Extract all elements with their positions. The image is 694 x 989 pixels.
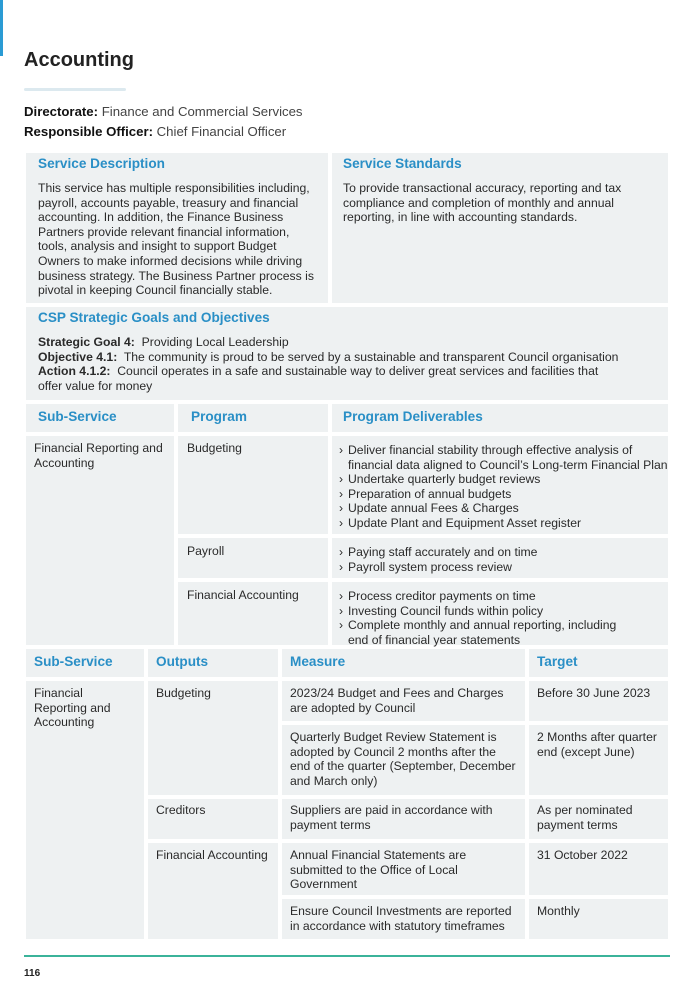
text-line: 2 Months after quarter [537, 730, 657, 744]
measure-text [290, 803, 493, 832]
text-line: As per nominated [537, 803, 633, 817]
text-line: accounting. In addition, the Finance Business [38, 210, 284, 225]
text-line: compliance and completion of monthly and annual [343, 195, 615, 210]
deliverable-item: › Deliver financial stability through effective analysis of financial data aligned to Council’s Long-term Financial Plan [339, 443, 668, 472]
deliverable-item: › Investing Council funds within policy [339, 604, 616, 619]
text-line: Quarterly Budget Review Statement is [290, 730, 497, 744]
outputs-header-measure [282, 649, 525, 677]
text-line: are adopted by Council [290, 700, 416, 715]
header-label: Outputs [156, 654, 209, 669]
measure-text [290, 848, 466, 892]
text-line: end (except June) [537, 744, 635, 759]
program-name: Budgeting [187, 441, 242, 455]
deliverable-item: › Update Plant and Equipment Asset register [339, 516, 668, 531]
goal-label: Strategic Goal 4: [38, 335, 135, 349]
objective-text: The community is proud to be served by a sustainable and transparent Council organisation [123, 349, 619, 364]
action-text-continued: offer value for money [38, 378, 153, 393]
footer-rule [24, 955, 670, 957]
deliverable-item: › Process creditor payments on time [339, 589, 616, 604]
outputs-header-target [529, 649, 668, 677]
text-line: Partners provide relevant financial information, [38, 224, 290, 239]
program-name: Payroll [187, 544, 225, 558]
target-text: Monthly [537, 904, 580, 918]
deliverables-cell-financial-accounting [332, 582, 668, 645]
csp-text [38, 335, 618, 393]
action-text: Council operates in a safe and sustainable way to deliver great services and facilities that [117, 364, 599, 379]
measure-text [290, 730, 516, 788]
text-line: Suppliers are paid in accordance with [290, 803, 493, 817]
program-cell-financial-accounting [178, 582, 328, 645]
service-description-box [26, 153, 328, 303]
target-text: 31 October 2022 [537, 848, 628, 862]
directorate-label: Directorate: [24, 104, 99, 119]
header-label: Program [191, 409, 247, 424]
accent-bar [0, 0, 3, 56]
goal-text: Providing Local Leadership [141, 335, 289, 349]
deliverable-item: › Paying staff accurately and on time [339, 545, 537, 560]
outputs-header-subservice [26, 649, 144, 677]
header-label: Program Deliverables [343, 409, 483, 424]
measure-cell [282, 681, 525, 721]
csp-heading: CSP Strategic Goals and Objectives [38, 310, 270, 325]
text-line: Financial Reporting and [34, 441, 163, 455]
service-standards-text [343, 181, 621, 225]
program-header-program [178, 404, 328, 432]
text-line: payment terms [537, 817, 618, 832]
page-title: Accounting [24, 49, 134, 71]
objective-label: Objective 4.1: [38, 349, 118, 364]
target-text: Before 30 June 2023 [537, 686, 651, 700]
deliverables-list [339, 443, 668, 531]
output-cell-financial-accounting [148, 843, 278, 939]
text-line: Ensure Council Investments are reported [290, 904, 512, 918]
text-line: Owners to make informed decisions while driving [38, 253, 303, 268]
text-line: pivotal in keeping Council financially stable. [38, 283, 273, 298]
target-cell [529, 799, 668, 839]
subservice-name [34, 686, 111, 730]
service-standards-box [332, 153, 668, 303]
program-cell-payroll [178, 538, 328, 578]
service-standards-heading: Service Standards [343, 156, 462, 171]
text-line: Annual Financial Statements are [290, 848, 467, 862]
text-line: submitted to the Office of Local [290, 862, 458, 877]
text-line: payment terms [290, 817, 371, 832]
text-line: Reporting and [34, 700, 111, 715]
target-text [537, 803, 633, 832]
service-description-heading: Service Description [38, 156, 165, 171]
action-line [38, 364, 618, 379]
header-label: Sub-Service [34, 654, 113, 669]
program-header-deliverables [332, 404, 668, 432]
measure-cell [282, 799, 525, 839]
text-line: reporting, in line with accounting standards. [343, 210, 578, 225]
output-name: Creditors [156, 803, 206, 817]
text-line: business strategy. The Business Partner process is [38, 268, 314, 283]
deliverable-item: › Preparation of annual budgets [339, 487, 668, 502]
text-line: and March only) [290, 773, 378, 788]
deliverables-list [339, 589, 616, 647]
header-label: Target [537, 654, 578, 669]
deliverables-cell-budgeting [332, 436, 668, 534]
deliverable-item: › Payroll system process review [339, 560, 537, 575]
measure-cell [282, 843, 525, 895]
measure-text [290, 904, 512, 933]
deliverables-list [339, 545, 537, 574]
directorate-value: Finance and Commercial Services [101, 104, 303, 119]
text-line: adopted by Council 2 months after the [290, 744, 496, 759]
deliverable-item: › Complete monthly and annual reporting, including end of financial year statements [339, 618, 616, 647]
text-line: Government [290, 877, 358, 892]
text-line: To provide transactional accuracy, reporting and tax [343, 181, 622, 195]
program-cell-budgeting [178, 436, 328, 534]
outputs-subservice-cell [26, 681, 144, 939]
officer-line [24, 125, 286, 140]
measure-cell [282, 899, 525, 939]
measure-cell [282, 725, 525, 795]
program-header-subservice [26, 404, 174, 432]
directorate-line [24, 105, 303, 120]
text-line: tools, analysis and insight to support Budget [38, 239, 277, 254]
deliverable-item: › Update annual Fees & Charges [339, 501, 668, 516]
action-label: Action 4.1.2: [38, 364, 111, 379]
service-description-text [38, 181, 314, 298]
text-line: Accounting [34, 715, 95, 730]
officer-value: Chief Financial Officer [156, 124, 287, 139]
officer-label: Responsible Officer: [24, 124, 153, 139]
target-text [537, 730, 657, 759]
text-line: This service has multiple responsibilities including, [38, 181, 310, 195]
header-label: Measure [290, 654, 346, 669]
deliverable-item: › Undertake quarterly budget reviews [339, 472, 668, 487]
target-cell [529, 843, 668, 895]
output-cell-creditors [148, 799, 278, 839]
deliverables-cell-payroll [332, 538, 668, 578]
measure-text [290, 686, 503, 715]
text-line: in accordance with statutory timeframes [290, 918, 505, 933]
csp-box [26, 307, 668, 400]
header-label: Sub-Service [38, 409, 117, 424]
output-name: Financial Accounting [156, 848, 268, 862]
text-line: payroll, accounts payable, treasury and financial [38, 195, 299, 210]
goal-line [38, 335, 618, 350]
text-line: 2023/24 Budget and Fees and Charges [290, 686, 504, 700]
text-line: end of the quarter (September, December [290, 759, 516, 774]
text-line: Financial [34, 686, 83, 700]
target-cell [529, 725, 668, 795]
text-line: Accounting [34, 455, 95, 470]
target-cell [529, 899, 668, 939]
page-number: 116 [24, 968, 41, 979]
outputs-header-outputs [148, 649, 278, 677]
subservice-name [34, 441, 163, 470]
output-cell-budgeting [148, 681, 278, 795]
objective-line [38, 350, 618, 365]
program-name: Financial Accounting [187, 588, 299, 602]
output-name: Budgeting [156, 686, 211, 700]
target-cell [529, 681, 668, 721]
program-subservice-cell [26, 436, 174, 645]
title-underline [24, 88, 126, 91]
